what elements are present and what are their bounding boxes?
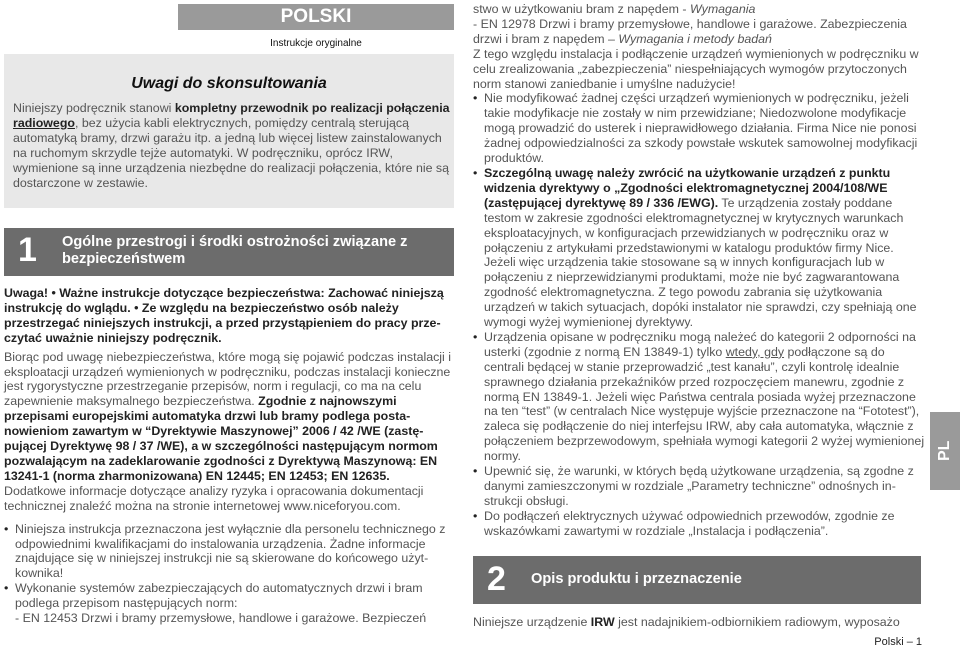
language-side-tab-label: PL: [936, 440, 953, 462]
left-bullet-list: [4, 522, 454, 626]
list-item: • Do podłączeń elektrycznych używać odpowiednich przewodów, zgodnie ze wskazówkami zawartymi w rozdziale „Instalacja i podłączenia”.: [473, 509, 925, 539]
subtitle: Instrukcje oryginalne: [270, 38, 362, 49]
language-banner: POLSKI: [178, 4, 454, 30]
standards-continuation: stwo w użytkowaniu bram z napędem - Wymagania - EN 12978 Drzwi i bramy przemysłowe, handlowe i garażowe. Zabezpieczenia drzwi i bram z napędem – Wymagania i metody badań Z tego względu instalacja i podłączenie urządzeń wymienionych w podręczniku w celu zrealizowania „zabezpieczenia” niespełniających wymogów przytoczonych norm stanowi zaniedbanie i umyślne nadużycie!: [473, 2, 919, 91]
list-item: • Urządzenia opisane w podręczniku mogą należeć do kategorii 2 odporności na usterki (zgodnie z normą EN 13849-1) tylko wtedy, gdy podłączone są do centrali będącej w stanie przeprowadzić „test kanału”, czyli kontrolę idealnie sprawnego działania przekaźników przed rozpoczęciem manewru, zgodnie z normą EN 13849-1. Jeżeli więc Państwa centrala posiada wyżej przeznaczone na ten “test” (w centralach Nice występuje wyjście przeznaczone na “Fototest”), zaleca się podłączenie do niej interfejsu IRW, aby cała automatyka, włącznie z połączeniem bezprzewodowym, spełniała wymogi kategorii 2 wyżej wymienionej normy.: [473, 330, 925, 464]
left-column: [4, 286, 454, 626]
page-footer: Polski – 1: [874, 636, 922, 648]
section-1-number: 1: [18, 231, 37, 269]
section-1-title: Ogólne przestrogi i środki ostrożności związane z bezpieczeństwem: [62, 234, 408, 267]
list-item: • Upewnić się, że warunki, w których będą użytkowane urządzenia, są zgodne z danymi zamieszczonymi w rozdziale „Parametry techniczne” odnośnych instrukcji obsługi.: [473, 464, 925, 509]
list-item: • Wykonanie systemów zabezpieczających do automatycznych drzwi i bram podlega przepisom następujących norm: - EN 12453 Drzwi i bramy przemysłowe, handlowe i garażowe. Bezpieczeń: [4, 581, 454, 626]
section-2-number: 2: [487, 560, 506, 598]
list-item: • Niniejsza instrukcja przeznaczona jest wyłącznie dla personelu technicznego z odpowiednimi kwalifikacjami do instalowania urządzenia. Żadne informacje znajdujące się w niniejszej instrukcji nie są skierowane do końcowego użytkownika!: [4, 522, 454, 582]
list-item: • Szczególną uwagę należy zwrócić na użytkowanie urządzeń z punktu widzenia dyrektywy o „Zgodności elektromagnetycznej 2004/108/WE (zastępującej dyrektywę 89 / 336 /EWG). Te urządzenia zostały poddane testom w zakresie zgodności elektromagnetycznej w krytycznych warunkach eksploatacyjnych, w konfiguracjach przewidzianych w podręczniku oraz w połączeniu z artykułami przedstawionymi w katalogu produktów firmy Nice. Jeżeli więc urządzenia takie stosowane są w innych konfiguracjach lub w połączeniu z nieprzewidzianymi produktami, może nie być zagwarantowana zgodność elektromagnetyczna. Z tego powodu zabrania się użytkowania urządzeń w takich sytuacjach, dopóki instalator nie sprawdzi, czy spełniają one wymogi wyżej wymienionej dyrektywy.: [473, 166, 925, 330]
right-column: [473, 2, 925, 539]
notice-title: Uwagi do skonsultowania: [131, 75, 327, 92]
list-item: • Nie modyfikować żadnej części urządzeń wymienionych w podręczniku, jeżeli takie modyfikacje nie zostały w nim przewidziane; Niedozwolone modyfikacje mogą prowadzić do usterek i nieprawidłowego działania. Firma Nice nie ponosi żadnej odpowiedzialności za szkody powstałe wskutek samowolnej modyfikacji produktów.: [473, 91, 925, 166]
standards-paragraph: Biorąc pod uwagę niebezpieczeństwa, które mogą się pojawić podczas instalacji i eksploatacji urządzeń wymienionych w podręczniku, podczas instalacji konieczne jest rygorystyczne przestrzeganie przepisów, norm i regulacji, co ma na celu zapewnienie maksymalnego bezpieczeństwa. Zgodnie z najnowszymi przepisami europejskimi automatyka drzwi lub bramy podlega postanowieniom zawartym w “Dyrektywie Maszynowej” 2006 / 42 /WE (zastępującej Dyrektywę 98 / 37 /WE), a w szczególności następującym normom pozwalającym na zadeklarowanie zgodności z Dyrektywą Maszynową: EN 13241-1 (norma zharmonizowana) EN 12445; EN 12453; EN 12635. Dodatkowe informacje dotyczące analizy ryzyka i opracowania dokumentacji technicznej znaleźć można na stronie internetowej www.niceforyou.com.: [4, 349, 451, 513]
section-2-title: Opis produktu i przeznaczenie: [531, 571, 742, 587]
warning-paragraph: Uwaga! • Ważne instrukcje dotyczące bezpieczeństwa: Zachować niniejszą instrukcję do wglądu. • Ze względu na bezpieczeństwo osób należy przestrzegać niniejszych instrukcji, a przed przystąpieniem do pracy przeczytać uważnie niniejszy podręcznik.: [4, 286, 444, 345]
section-2-text: Niniejsze urządzenie IRW jest nadajnikiem-odbiornikiem radiowym, wyposażo: [473, 615, 900, 629]
notice-text: Niniejszy podręcznik stanowi kompletny przewodnik po realizacji połączenia radiowego, bez użycia kabli elektrycznych, pomiędzy centralą sterującą automatyką bramy, drzwi garażu itp. a jedną lub więcej listew zainstalowanych na ruchomym skrzydle tejże automatyki. W podręczniku, oprócz IRW, wymienione są inne urządzenia niezbędne do realizacji połączenia, które nie są dostarczone w zestawie.: [13, 101, 450, 190]
right-bullet-list: [473, 91, 925, 538]
